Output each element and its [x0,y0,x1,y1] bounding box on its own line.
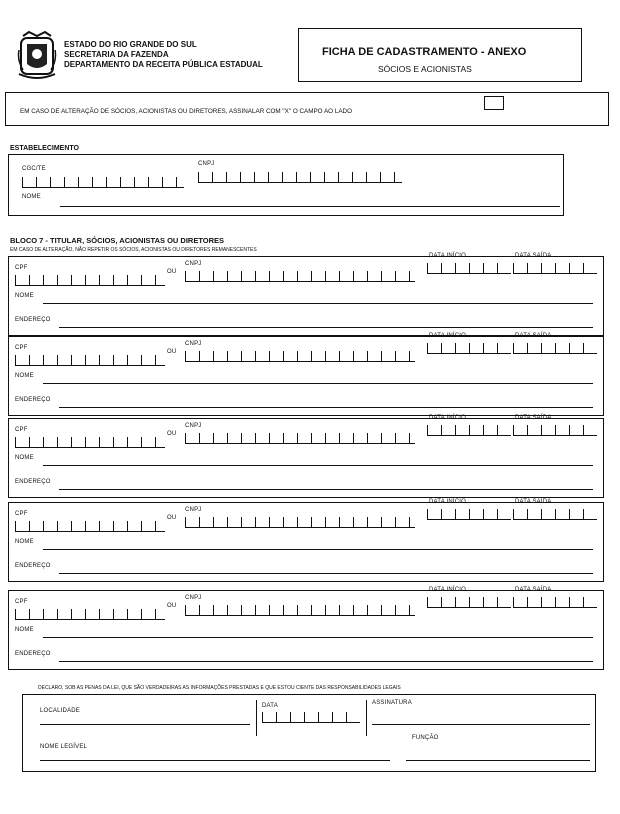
cpf-field[interactable] [15,609,165,620]
nome-label: NOME [15,539,34,545]
declaration-text: DECLARO, SOB AS PENAS DA LEI, QUE SÃO VERDADEIRAS AS INFORMAÇÕES PRESTADAS E QUE ESTOU CIENTE DAS RESPONSABILIDADES LEGAIS [38,685,401,691]
bloco7-title: BLOCO 7 - TITULAR, SÓCIOS, ACIONISTAS OU DIRETORES [10,236,225,245]
endereco-label: ENDEREÇO [15,651,51,657]
ou-label: OU [167,269,177,275]
localidade-field[interactable] [40,724,250,725]
ou-label: OU [167,515,177,521]
cpf-label: CPF [15,511,28,517]
cnpj-field[interactable] [185,517,415,528]
cpf-label: CPF [15,427,28,433]
data-saida-field[interactable] [513,343,597,354]
endereco-label: ENDEREÇO [15,563,51,569]
ou-label: OU [167,431,177,437]
nome-field[interactable] [43,383,593,384]
bloco7-subtitle: EM CASO DE ALTERAÇÃO, NÃO REPETIR OS SÓCIOS, ACIONISTAS OU DIRETORES REMANESCENTES [10,247,257,253]
cnpj-label: CNPJ [185,507,202,513]
data-inicio-field[interactable] [427,343,511,354]
partner-entry-4 [8,499,604,582]
data-inicio-label: DATA INÍCIO [429,333,466,339]
data-inicio-label: DATA INÍCIO [429,499,466,505]
nome-legivel-label: NOME LEGÍVEL [40,744,88,750]
data-saida-field[interactable] [513,597,597,608]
funcao-label: FUNÇÃO [412,735,439,741]
form-subtitle: SÓCIOS E ACIONISTAS [378,64,472,74]
data-inicio-label: DATA INÍCIO [429,253,466,259]
org-line-3: DEPARTAMENTO DA RECEITA PÚBLICA ESTADUAL [64,60,263,69]
data-saida-field[interactable] [513,509,597,520]
partner-entry-5 [8,587,604,670]
cpf-label: CPF [15,345,28,351]
endereco-label: ENDEREÇO [15,397,51,403]
endereco-field[interactable] [59,573,593,574]
data-saida-label: DATA SAÍDA [515,333,552,339]
data-inicio-label: DATA INÍCIO [429,415,466,421]
nome-field[interactable] [43,549,593,550]
cpf-label: CPF [15,599,28,605]
instruction-text: EM CASO DE ALTERAÇÃO DE SÓCIOS, ACIONISTAS OU DIRETORES, ASSINALAR COM "X" O CAMPO AO LADO [20,108,352,115]
form-title: FICHA DE CADASTRAMENTO - ANEXO [322,46,527,58]
ou-label: OU [167,603,177,609]
establishment-cnpj-label: CNPJ [198,161,215,167]
nome-label: NOME [15,627,34,633]
cnpj-field[interactable] [185,271,415,282]
cnpj-label: CNPJ [185,595,202,601]
endereco-label: ENDEREÇO [15,317,51,323]
endereco-field[interactable] [59,489,593,490]
ou-label: OU [167,349,177,355]
cpf-field[interactable] [15,437,165,448]
endereco-label: ENDEREÇO [15,479,51,485]
nome-field[interactable] [43,465,593,466]
data-label: DATA [262,703,278,709]
org-line-2: SECRETARIA DA FAZENDA [64,50,169,59]
cnpj-label: CNPJ [185,423,202,429]
cgc-te-field[interactable] [22,177,184,188]
data-inicio-field[interactable] [427,425,511,436]
data-saida-label: DATA SAÍDA [515,253,552,259]
data-saida-field[interactable] [513,425,597,436]
funcao-field[interactable] [406,760,590,761]
establishment-section-title: ESTABELECIMENTO [10,145,79,152]
cnpj-field[interactable] [185,351,415,362]
cpf-field[interactable] [15,355,165,366]
nome-legivel-field[interactable] [40,760,390,761]
cnpj-field[interactable] [185,605,415,616]
data-saida-label: DATA SAÍDA [515,415,552,421]
endereco-field[interactable] [59,407,593,408]
cpf-label: CPF [15,265,28,271]
partner-entry-1 [8,253,604,336]
state-coat-of-arms-seal [17,30,57,82]
assinatura-label: ASSINATURA [372,700,412,706]
divider [256,700,257,736]
cpf-field[interactable] [15,275,165,286]
data-saida-label: DATA SAÍDA [515,587,552,593]
endereco-field[interactable] [59,661,593,662]
assinatura-field[interactable] [372,724,590,725]
establishment-name-label: NOME [22,194,41,200]
endereco-field[interactable] [59,327,593,328]
nome-field[interactable] [43,637,593,638]
localidade-label: LOCALIDADE [40,708,81,714]
establishment-name-field[interactable] [60,206,560,207]
cpf-field[interactable] [15,521,165,532]
data-inicio-field[interactable] [427,263,511,274]
nome-field[interactable] [43,303,593,304]
data-inicio-label: DATA INÍCIO [429,587,466,593]
divider [366,700,367,736]
data-inicio-field[interactable] [427,509,511,520]
data-field[interactable] [262,712,360,723]
cnpj-label: CNPJ [185,341,202,347]
alteration-checkbox[interactable] [484,96,504,110]
cnpj-field[interactable] [185,433,415,444]
partner-entry-3 [8,415,604,498]
partner-entry-2 [8,333,604,416]
data-inicio-field[interactable] [427,597,511,608]
nome-label: NOME [15,455,34,461]
nome-label: NOME [15,293,34,299]
data-saida-field[interactable] [513,263,597,274]
nome-label: NOME [15,373,34,379]
cgc-te-label: CGC/TE [22,166,46,172]
establishment-cnpj-field[interactable] [198,172,402,183]
org-line-1: ESTADO DO RIO GRANDE DO SUL [64,40,197,49]
cnpj-label: CNPJ [185,261,202,267]
data-saida-label: DATA SAÍDA [515,499,552,505]
